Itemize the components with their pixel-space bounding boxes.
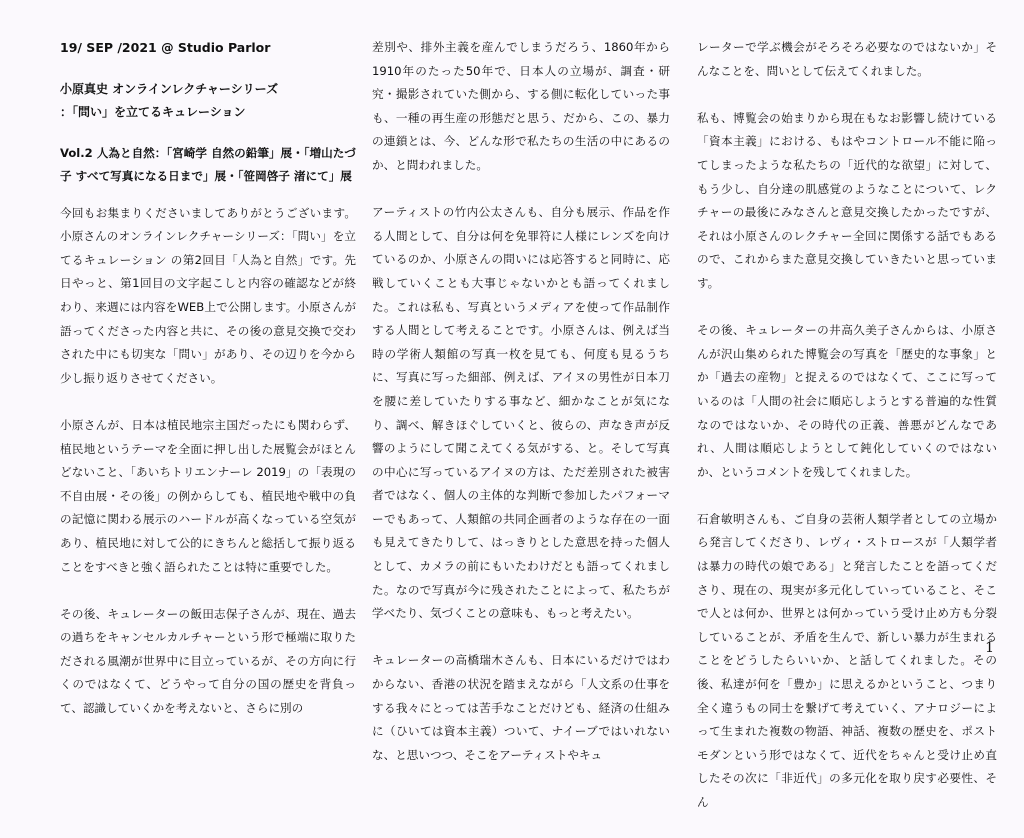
paragraph: キュレーターの高橋瑞木さんも、日本にいるだけではわからない、香港の状況を踏まえながら「人文系の仕事をする我々にとっては苦手なことだけども、経済の仕組みに（ひいては資本主義）ついて、ナイーブではいれないな、と思いつつ、そこをアーティストやキュ bbox=[372, 653, 670, 762]
column-left bbox=[60, 36, 356, 744]
paragraph: 石倉敏明さんも、ご自身の芸術人類学者としての立場から発言してくださり、レヴィ・ストロースが「人類学者は暴力の時代の娘である」と発言したことを語ってくださり、現在の、現実が多元化していっていること、そこで人とは何か、世界とは何かっていう受け止め方も分裂していることが、矛盾を生んで、新しい暴力が生まれることをどうしたらいいか、と話してくれました。その後、私達が何を「豊か」に思えるかということ、つまり全く違うもの同士を繋げて考えていく、アナロジーによって生まれた複数の物語、神話、複数の歴史を、ポストモダンという形ではなくて、近代をちゃんと受け止め直したその次に「非近代」の多元化を取り戻す必要性、そん bbox=[697, 511, 997, 809]
column-middle bbox=[372, 36, 670, 791]
lecture-subtitle: Vol.2 人為と自然：「宮崎学 自然の鉛筆」展・「増山たづ子 すべて写真になる日まで」展・「笹岡啓子 渚にて」展 bbox=[60, 145, 356, 183]
column-right bbox=[697, 36, 997, 838]
paragraph: アーティストの竹内公太さんも、自分も展示、作品を作る人間として、自分は何を免罪符に人様にレンズを向けているのか、小原さんの問いには応答すると同時に、応戦していくことも大事じゃないかとも語ってくれました。これは私も、写真というメディアを使って作品制作する人間として考えることです。小原さんは、例えば当時の学術人類館の写真一枚を見ても、何度も見るうちに、写真に写った細部、例えば、アイヌの男性が日本刀を腰に差していたりする事など、細かなことが気になり、調べ、解きほぐしていくと、彼らの、声なき声が反響のようにして聞こえてくる気がする、と。そして写真の中心に写っているアイヌの方は、ただ差別された被害者ではなく、個人の主体的な判断で参加したパフォーマーでもあって、人類館の共同企画者のような存在の一面も見えてきたりして、はっきりとした意思を持った個人として、カメラの前にもいたわけだとも語ってくれました。なので写真が今に残されたことによって、私たちが学べたり、気づくことの意味も、もっと考えたい。 bbox=[372, 205, 670, 621]
paragraph: 私も、博覧会の始まりから現在もなお影響し続けている「資本主義」における、もはやコントロール不能に陥ってしまったような私たちの「近代的な欲望」に対して、もう少し、自分達の肌感覚のようなことについて、レクチャーの最後にみなさんと意見交換したかったですが、それは小原さんのレクチャー全回に関係する話でもあるので、これからまた意見交換していきたいと思っています。 bbox=[697, 110, 997, 290]
date-venue: 19/ SEP /2021 @ Studio Parlor bbox=[60, 40, 271, 55]
series-title-line1: 小原真史 オンラインレクチャーシリーズ bbox=[60, 81, 279, 96]
paragraph: レーターで学ぶ機会がそろそろ必要なのではないか」そんなことを、問いとして伝えてくれました。 bbox=[697, 40, 997, 78]
paragraph: その後、キュレーターの飯田志保子さんが、現在、過去の過ちをキャンセルカルチャーという形で極端に取りただされる風潮が世界中に目立っているが、その方向に行くのではなくて、どうやって自分の国の歴史を背負って、認識していくかを考えないと、さらに別の bbox=[60, 606, 356, 716]
paragraph: 差別や、排外主義を産んでしまうだろう、1860年から1910年のたった50年で、日本人の立場が、調査・研究・撮影されていた側から、する側に転化していった事も、一種の再生産の形態だと思う、だから、この、暴力の連鎖とは、今、どんな形で私たちの生活の中にあるのか、と問われました。 bbox=[372, 40, 670, 172]
paragraph: 小原さんが、日本は植民地宗主国だったにも関わらず、植民地というテーマを全面に押し出した展覧会がほとんどないこと、「あいちトリエンナーレ 2019」の「表現の不自由展・その後」の例からしても、植民地や戦中の負の記憶に関わる展示のハードルが高くなっている空気があり、植民地に対して公的にきちんと総括して振り返ることをすべきと強く語られたことは特に重要でした。 bbox=[60, 417, 356, 574]
paragraph: 今回もお集まりくださいましてありがとうございます。小原さんのオンラインレクチャーシリーズ：「問い」を立てるキュレーション の第2回目「人為と自然」です。先日やっと、第1回目の文字起こしと内容の確認などが終わり、来週には内容をWEB上で公開します。小原さんが語ってくださった内容と共に、その後の意見交換で交わされた中にも切実な「問い」があり、その辺りを今から少し振り返りさせてください。 bbox=[60, 205, 356, 385]
page-number: 1 bbox=[985, 640, 994, 656]
paragraph: その後、キュレーターの井高久美子さんからは、小原さんが沢山集められた博覧会の写真を「歴史的な事象」とか「過去の産物」と捉えるのではなくて、ここに写っているのは「人間の社会に順応しようとする普遍的な性質なのではないか、その時代の正義、善悪がどんなであれ、人間は順応しようとして鈍化していくのではないか、というコメントを残してくれました。 bbox=[697, 323, 997, 479]
series-title-line2: ：「問い」を立てるキュレーション bbox=[60, 104, 246, 119]
